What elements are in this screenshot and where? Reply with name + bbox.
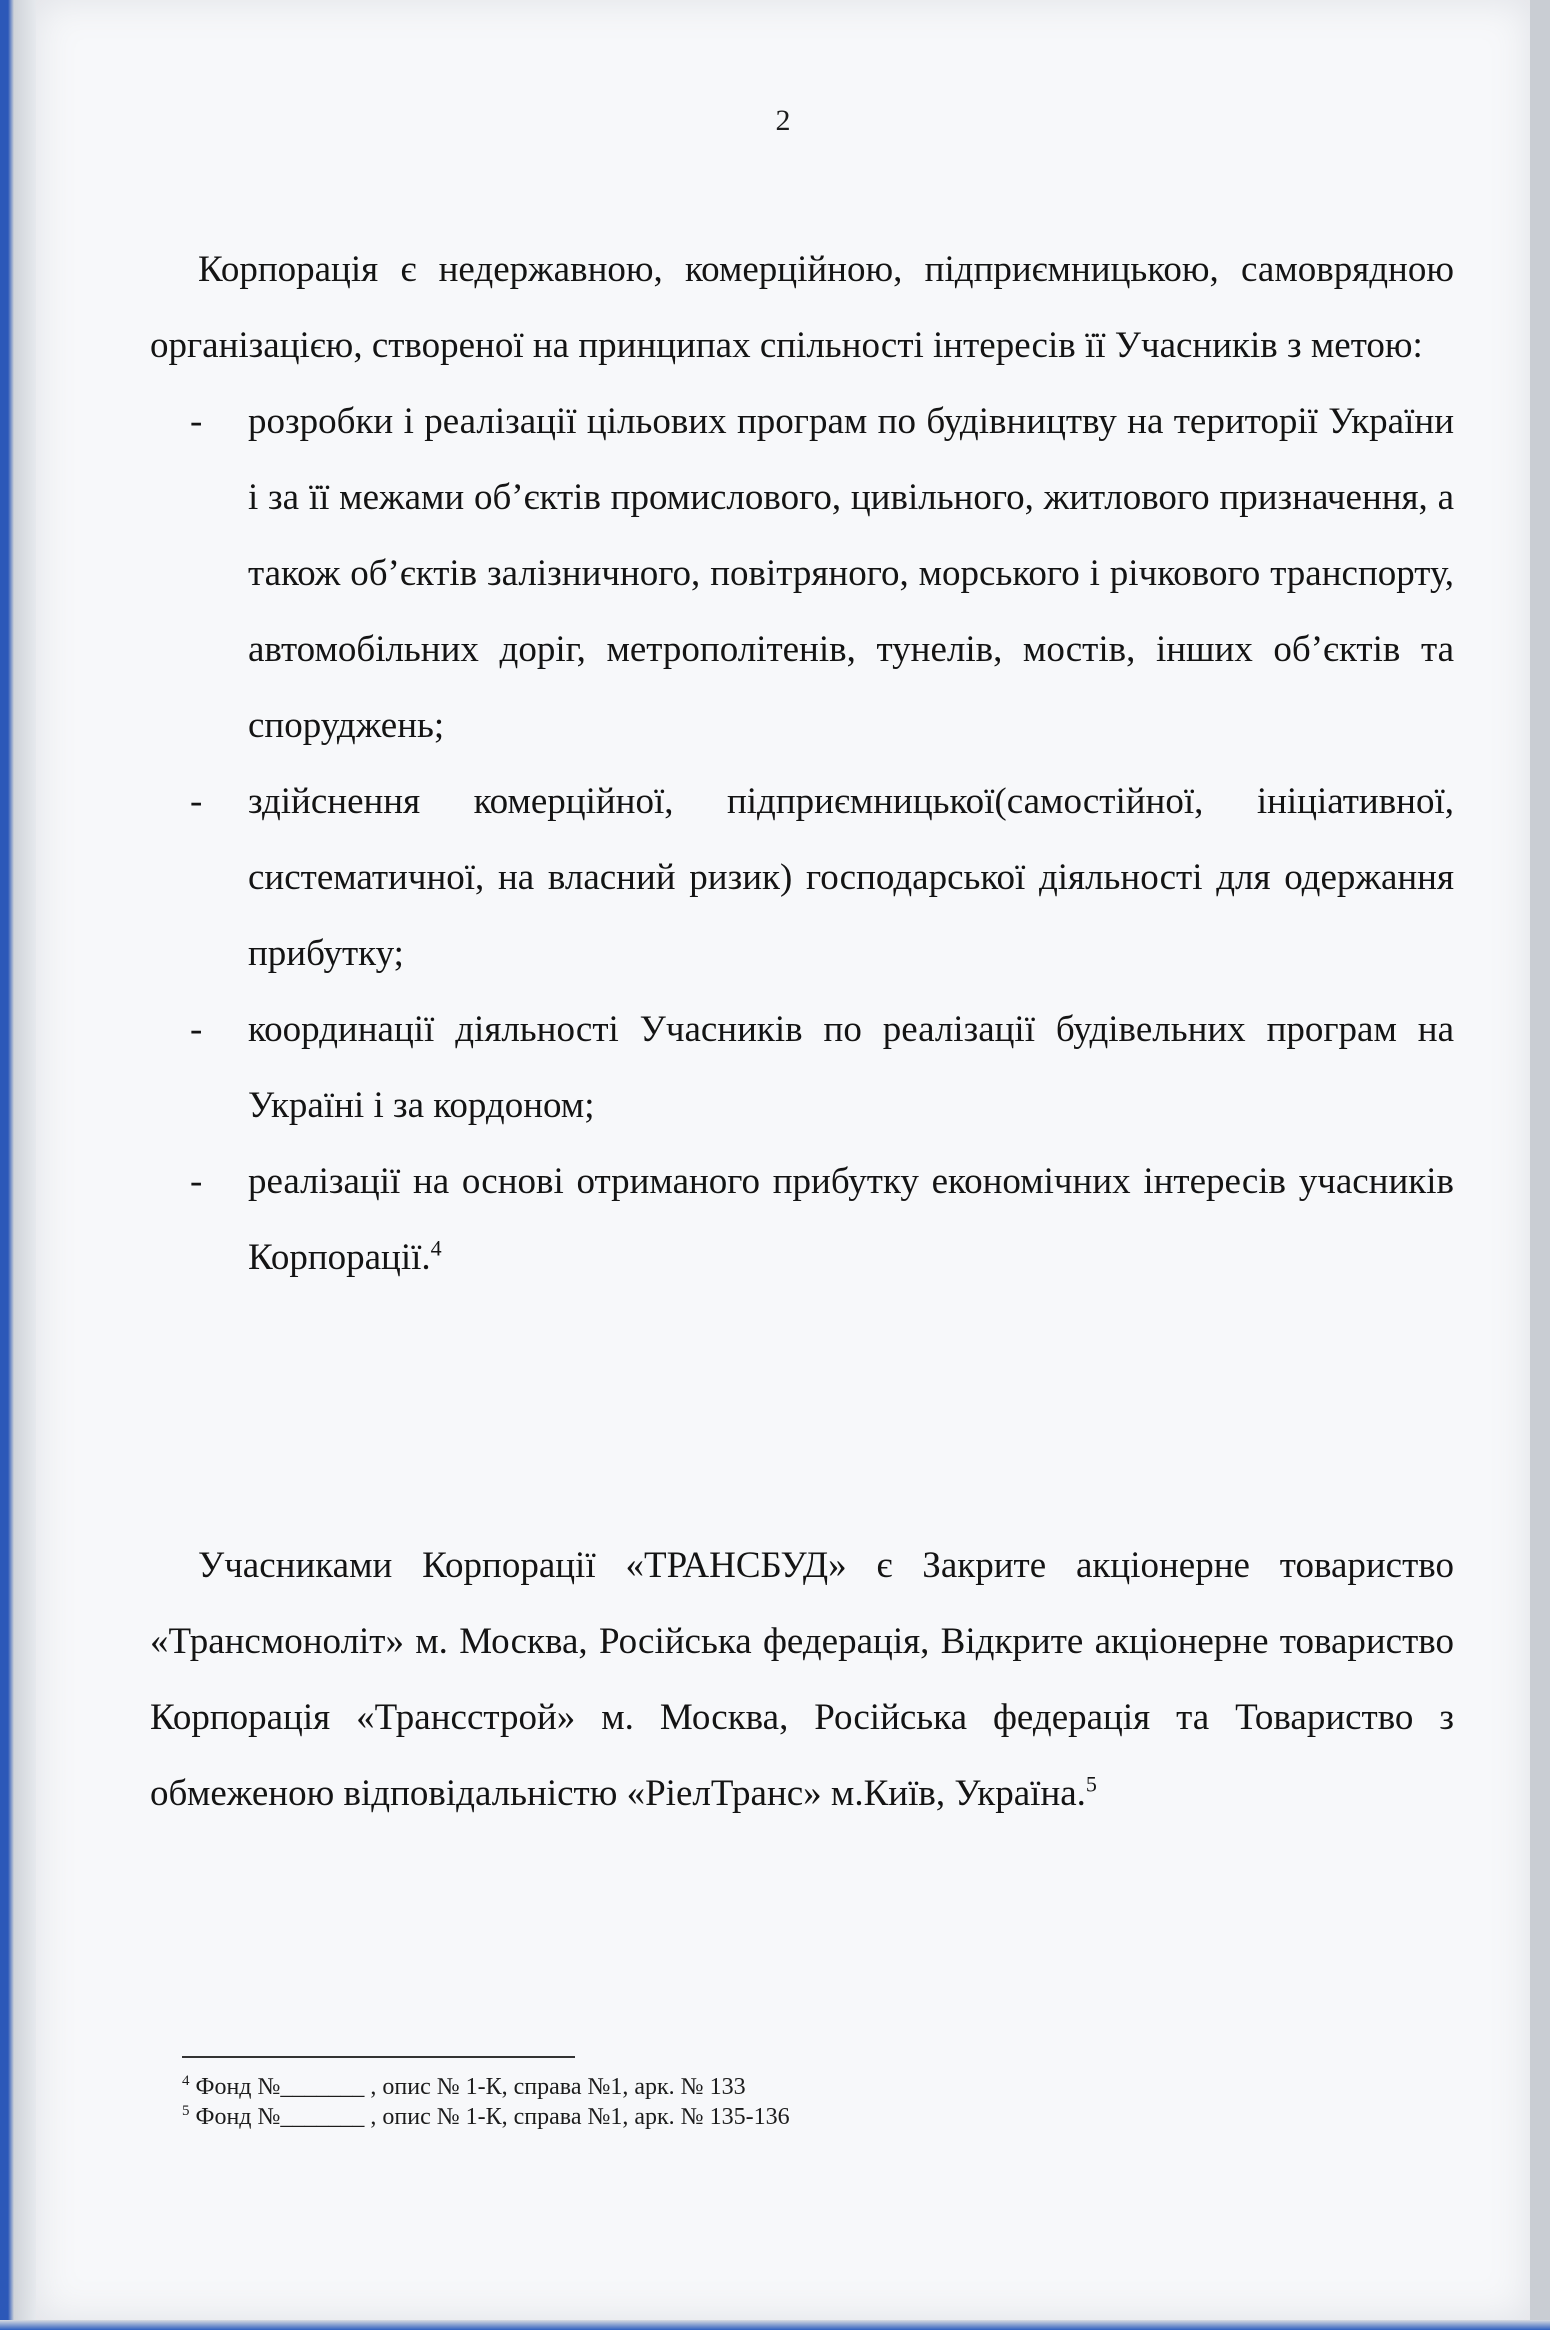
goal-item: [150, 992, 1454, 1144]
goals-list: [150, 384, 1454, 1296]
document-page: [36, 0, 1530, 2320]
footnote-separator: [182, 2056, 575, 2058]
footnote-mark: 5: [182, 2103, 190, 2119]
goal-item: [150, 384, 1454, 764]
footnote-text: Фонд №_______ , опис № 1-К, справа №1, арк. № 133: [195, 2074, 746, 2100]
goal-item: [150, 764, 1454, 992]
footnote: [182, 2102, 1382, 2132]
footnote-mark: 4: [182, 2073, 190, 2089]
bullet-dash: -: [190, 1161, 203, 1202]
footnotes: [182, 2072, 1382, 2132]
goal-text: координації діяльності Учасників по реалізації будівельних програм на Україні і за кордоном;: [248, 1009, 1454, 1126]
goal-text: здійснення комерційної, підприємницької(самостійної, ініціативної, систематичної, на власний ризик) господарської діяльності для одержання прибутку;: [248, 781, 1454, 974]
goal-item: [150, 1144, 1454, 1296]
page-number: 2: [775, 104, 791, 137]
bullet-dash: -: [190, 401, 203, 442]
participants-section: [150, 1528, 1454, 1832]
intro-section: [150, 232, 1454, 1296]
footnote: [182, 2072, 1382, 2102]
intro-paragraph: Корпорація є недержавною, комерційною, підприємницькою, самоврядною організацією, створеної на принципах спільності інтересів її Учасників з метою:: [150, 249, 1454, 366]
bullet-dash: -: [190, 781, 203, 822]
footnote-text: Фонд №_______ , опис № 1-К, справа №1, арк. № 135-136: [195, 2104, 790, 2130]
goal-text: розробки і реалізації цільових програм по будівництву на території України і за її межами об’єктів промислового, цивільного, житлового призначення, а також об’єктів залізничного, повітряного, морського і річкового транспорту, автомобільних доріг, метрополітенів, тунелів, мостів, інших об’єктів та споруджень;: [248, 401, 1454, 746]
footnote-reference[interactable]: 5: [1085, 1771, 1097, 1797]
participants-text: Учасниками Корпорації «ТРАНСБУД» є Закрите акціонерне товариство «Трансмоноліт» м. Москва, Російська федерація, Відкрите акціонерне товариство Корпорація «Трансстрой» м. Москва, Російська федерація та Товариство з обмеженою відповідальністю «РіелТранс» м.Київ, Україна.: [150, 1545, 1454, 1814]
binder-edge-bottom: [0, 2320, 1550, 2330]
binder-edge: [0, 0, 36, 2330]
participants-paragraph: [150, 1528, 1454, 1832]
footnote-reference[interactable]: 4: [430, 1235, 442, 1261]
bullet-dash: -: [190, 1009, 203, 1050]
goal-text: реалізації на основі отриманого прибутку економічних інтересів учасників Корпорації.: [248, 1161, 1454, 1278]
